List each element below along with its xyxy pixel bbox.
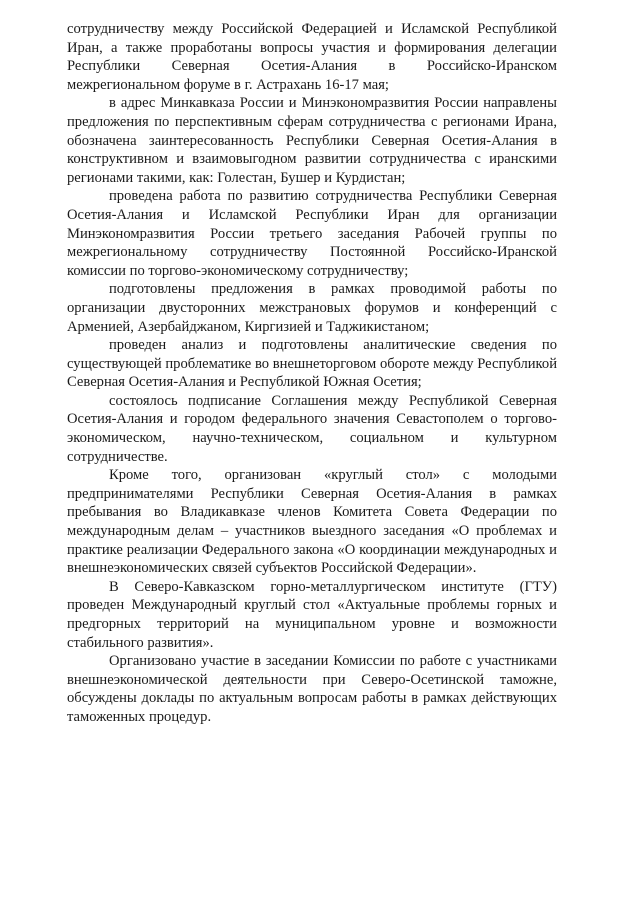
paragraph-bilateral-forums: подготовлены предложения в рамках проводимой работы по организации двусторонних межстрановых форумов и конференций с Арменией, Азербайджаном, Киргизией и Таджикистаном;: [67, 281, 557, 335]
paragraph-sevastopol-agreement: состоялось подписание Соглашения между Республикой Северная Осетия-Алания и городом федерального значения Севастополем о торгово-экономическом, научно-техническом, социальном и культурном сотрудничестве.: [67, 392, 557, 465]
paragraph-customs-commission: Организовано участие в заседании Комиссии по работе с участниками внешнеэкономической деятельности при Северо-Осетинской таможне, обсуждены доклады по актуальным вопросам работы в рамках действующих таможенных процедур.: [67, 653, 557, 725]
paragraph-continuation: сотрудничеству между Российской Федерацией и Исламской Республикой Иран, а также проработаны вопросы участия и формирования делегации Республики Северная Осетия-Алания в Российско-Иранском межрегиональном форуме в г. Астрахань 16-17 мая;: [67, 21, 557, 93]
paragraph-trade-analysis: проведен анализ и подготовлены аналитические сведения по существующей проблематике во внешнеторговом обороте между Республикой Северная Осетия-Алания и Республикой Южная Осетия;: [67, 337, 557, 391]
paragraph-round-table-entrepreneurs: Кроме того, организован «круглый стол» с молодыми предпринимателями Республики Северная Осетия-Алания в рамках пребывания во Владикавказе членов Комитета Совета Федерации по международным делам – участников выездного заседания «О проблемах и практике реализации Федерального закона «О координации международных и внешнеэкономических связей субъектов Российской Федерации».: [67, 467, 557, 577]
document-page: [67, 20, 557, 727]
paragraph-institute-round-table: В Северо-Кавказском горно-металлургическом институте (ГТУ) проведен Международный круглый стол «Актуальные проблемы горных и предгорных территорий на муниципальном уровне и возможности стабильного развития».: [67, 578, 557, 651]
paragraph-working-group: проведена работа по развитию сотрудничества Республики Северная Осетия-Алания и Исламской Республики Иран для организации Минэкономразвития России третьего заседания Рабочей группы по межрегиональному сотрудничеству Постоянной Российско-Иранской комиссии по торгово-экономическому сотрудничеству;: [67, 188, 557, 279]
paragraph-minkavkaz-proposals: в адрес Минкавказа России и Минэкономразвития России направлены предложения по перспективным сферам сотрудничества с регионами Ирана, обозначена заинтересованность Республики Северная Осетия-Алания в конструктивном и взаимовыгодном развитии сотрудничества с иранскими регионами такими, как: Голестан, Бушер и Курдистан;: [67, 95, 557, 186]
